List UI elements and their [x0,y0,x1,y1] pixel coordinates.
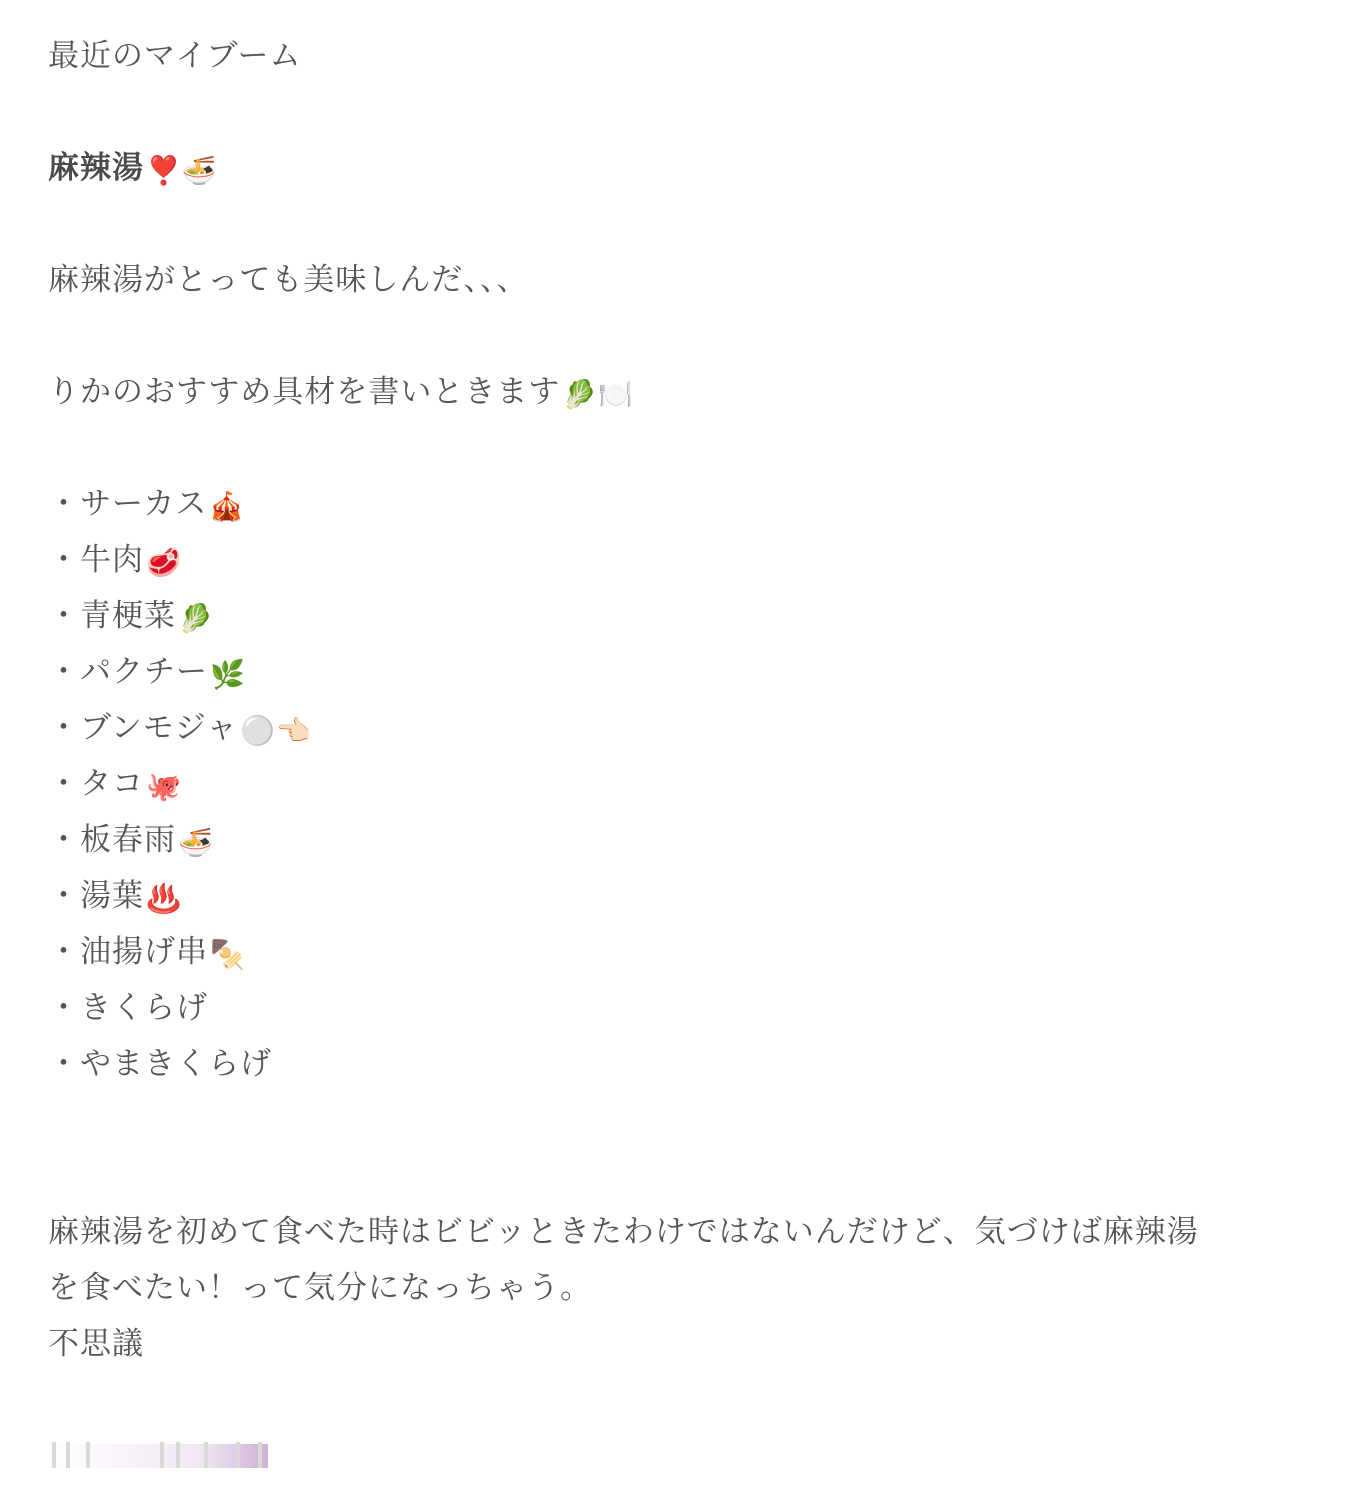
greens-plate-emoji-icon: 🥬🍽️ [562,378,635,411]
circle-pointing-hand-icon: ⚪️👈🏻 [240,714,312,747]
list-item: ・青梗菜🥬 [48,596,214,639]
intro-text: 麻辣湯がとっても美味しんだ、、、 [48,262,529,298]
list-item: ・牛肉🥩 [48,540,182,583]
list-item: ・油揚げ串🍢 [48,932,246,975]
list-item: ・サーカス🎪 [48,484,245,527]
list-item: ・パクチー🌿 [48,652,246,695]
circus-tent-icon: 🎪 [209,490,246,523]
blurred-text-line [48,1438,288,1472]
meat-icon: 🥩 [146,546,182,579]
body-paragraph-line-2: を食べたい！って気分になっちゃう。 [48,1270,592,1306]
list-item: ・板春雨🍜 [48,820,214,863]
hot-springs-icon: ♨️ [146,882,182,915]
list-item: ・やまきくらげ [48,1046,272,1082]
dish-title-text: 麻辣湯 [48,150,144,186]
dish-title [48,148,218,191]
skewer-icon: 🍢 [210,938,246,971]
octopus-icon: 🐙 [146,770,182,803]
recommend-text: りかのおすすめ具材を書いときます [48,374,561,410]
body-paragraph-line-1: 麻辣湯を初めて食べた時はビビッときたわけではないんだけど、気づけば麻辣湯 [48,1214,1199,1250]
list-item: ・湯葉♨️ [48,876,182,919]
leafy-green-icon: 🥬 [178,602,214,635]
list-item: ・タコ🐙 [48,764,182,807]
herb-icon: 🌿 [210,658,246,691]
exclamation-noodle-emoji-icon: ❣️🍜 [146,154,218,187]
body-paragraph-line-3: 不思議 [48,1326,144,1362]
recommend-line [48,372,634,415]
list-item: ・きくらげ [48,990,208,1026]
section-heading: 最近のマイブーム [48,38,302,74]
noodle-bowl-icon: 🍜 [178,826,214,859]
list-item: ・ブンモジャ⚪️👈🏻 [48,708,312,751]
